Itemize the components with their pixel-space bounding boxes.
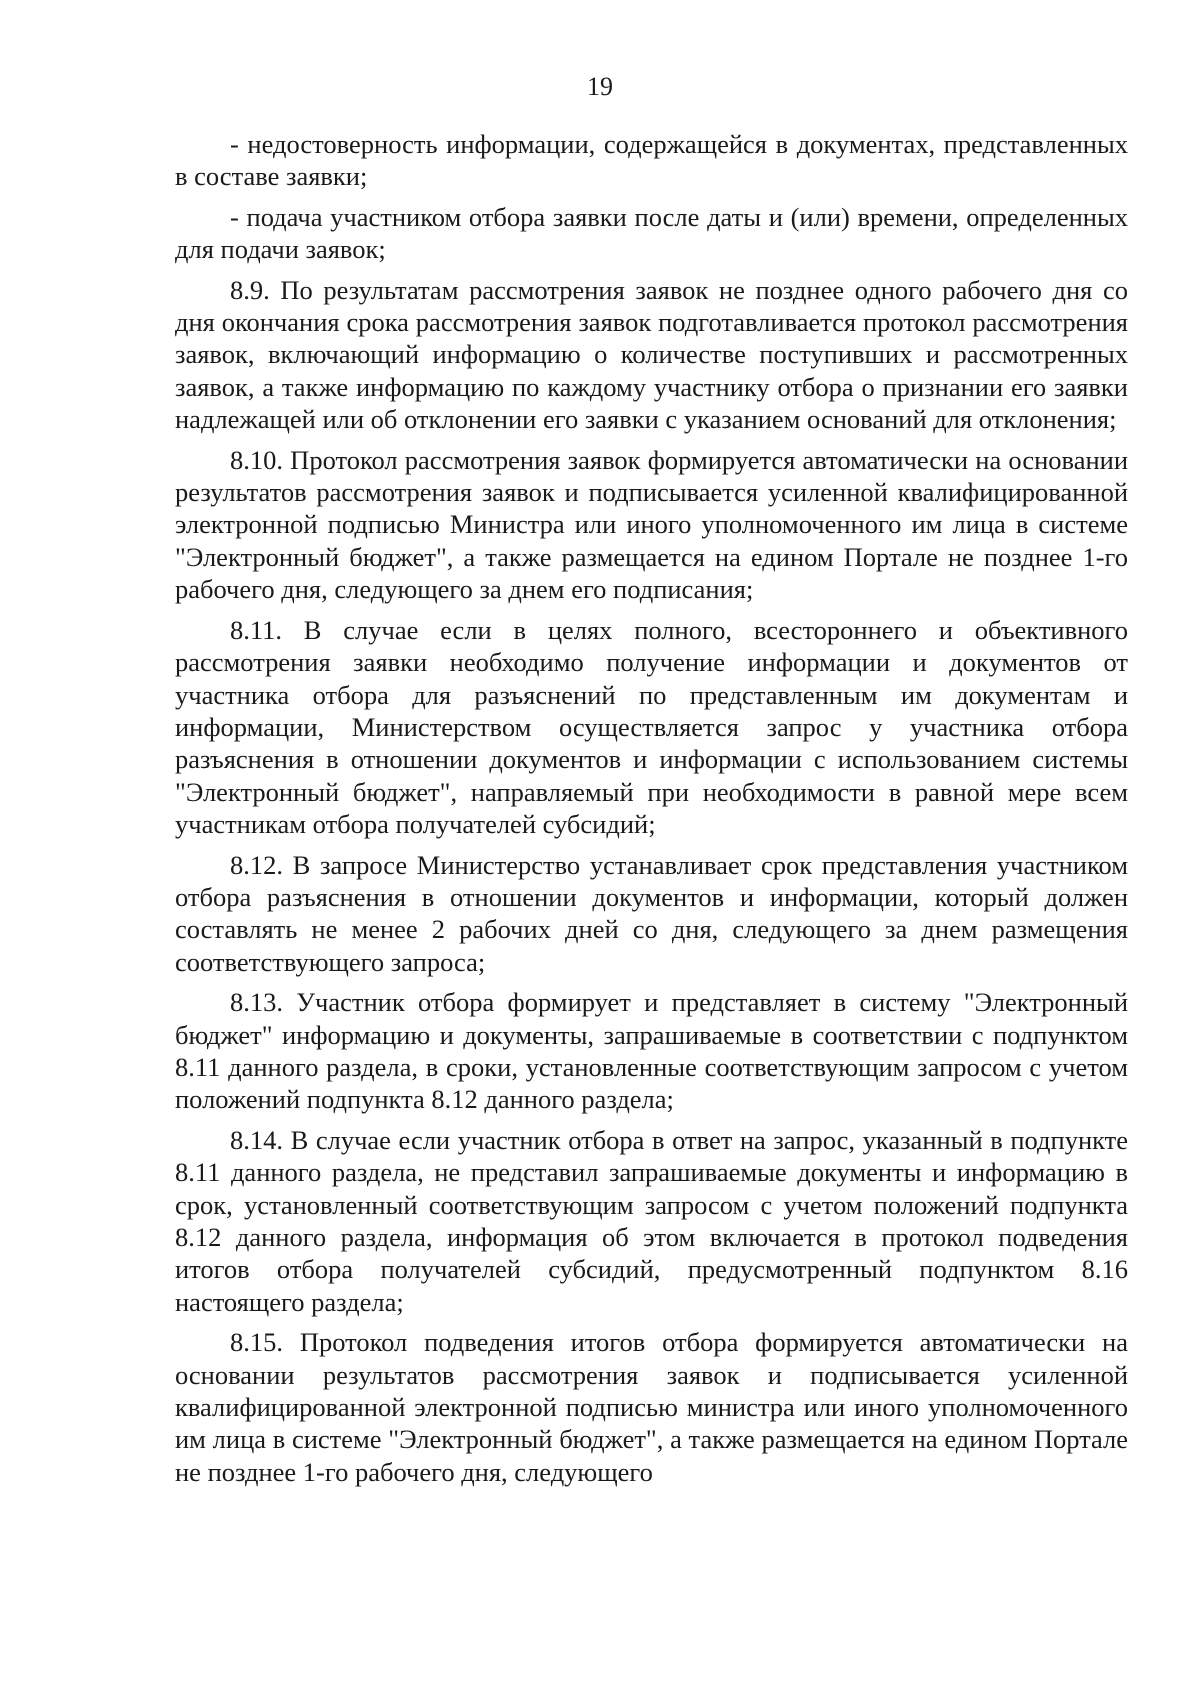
document-body: [175, 128, 1128, 1496]
paragraph-8-12: 8.12. В запросе Министерство устанавливает срок представления участником отбора разъяснения в отношении документов и информации, который должен составлять не менее 2 рабочих дней со дня, следующего за днем размещения соответствующего запроса;: [175, 849, 1128, 977]
paragraph-8-15: 8.15. Протокол подведения итогов отбора формируется автоматически на основании результатов рассмотрения заявок и подписывается усиленной квалифицированной электронной подписью министра или иного уполномоченного им лица в системе "Электронный бюджет", а также размещается на едином Портале не позднее 1-го рабочего дня, следующего: [175, 1327, 1128, 1487]
paragraph-8-10: 8.10. Протокол рассмотрения заявок формируется автоматически на основании результатов рассмотрения заявок и подписывается усиленной квалифицированной электронной подписью Министра или иного уполномоченного им лица в системе "Электронный бюджет", а также размещается на едином Портале не позднее 1-го рабочего дня, следующего за днем его подписания;: [175, 444, 1128, 605]
paragraph-8-14: 8.14. В случае если участник отбора в ответ на запрос, указанный в подпункте 8.11 данного раздела, не представил запрашиваемые документы и информацию в срок, установленный соответствующим запросом с учетом положений подпункта 8.12 данного раздела, информация об этом включается в протокол подведения итогов отбора получателей субсидий, предусмотренный подпунктом 8.16 настоящего раздела;: [175, 1124, 1128, 1317]
list-item-late-submission: - подача участником отбора заявки после даты и (или) времени, определенных для подачи заявок;: [175, 201, 1128, 265]
page-number: 19: [587, 72, 613, 101]
paragraph-8-11: 8.11. В случае если в целях полного, всестороннего и объективного рассмотрения заявки необходимо получение информации и документов от участника отбора для разъяснений по представленным им документам и информации, Министерством осуществляется запрос у участника отбора разъяснения в отношении документов и информации с использованием системы "Электронный бюджет", направляемый при необходимости в равной мере всем участникам отбора получателей субсидий;: [175, 614, 1128, 840]
list-item-unreliable-info: - недостоверность информации, содержащейся в документах, представленных в составе заявки;: [175, 129, 1128, 192]
paragraph-8-9: 8.9. По результатам рассмотрения заявок не позднее одного рабочего дня со дня окончания срока рассмотрения заявок подготавливается протокол рассмотрения заявок, включающий информацию о количестве поступивших и рассмотренных заявок, а также информацию по каждому участнику отбора о признании его заявки надлежащей или об отклонении его заявки с указанием оснований для отклонения;: [175, 274, 1128, 435]
paragraph-8-13: 8.13. Участник отбора формирует и представляет в систему "Электронный бюджет" информацию и документы, запрашиваемые в соответствии с подпунктом 8.11 данного раздела, в сроки, установленные соответствующим запросом с учетом положений подпункта 8.12 данного раздела;: [175, 987, 1128, 1115]
